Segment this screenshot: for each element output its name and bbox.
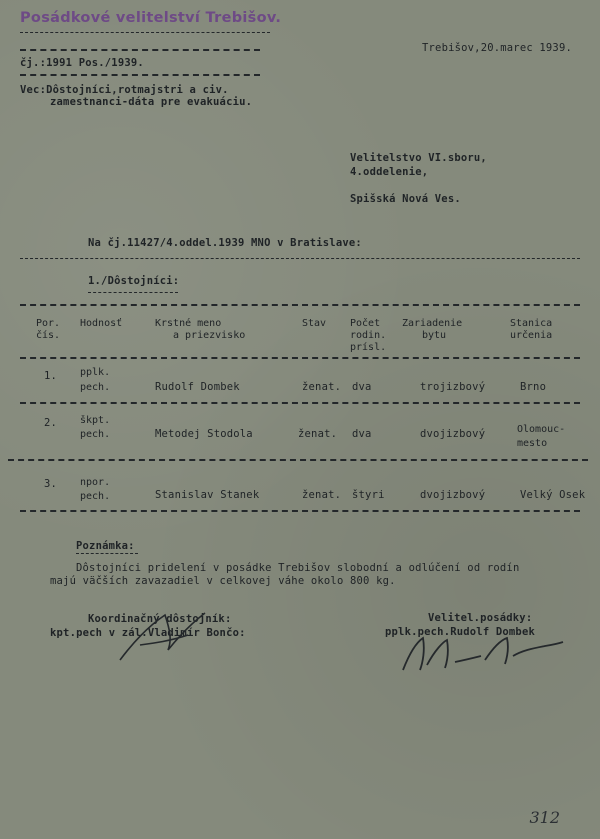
signature-left-title: Koordinačný dôstojník:: [88, 613, 232, 625]
reference-number: čj.:1991 Pos./1939.: [20, 57, 144, 69]
row-2-por: 2.: [44, 417, 58, 429]
table-bottom-rule: [20, 510, 580, 512]
header-pocet: Počet rodin. prísl.: [350, 318, 387, 353]
row-2-pocet: dva: [352, 428, 372, 440]
recipient-line-1: Velitelstvo VI.sboru,: [350, 152, 487, 164]
note-line-2: majú väčších zavazadiel v celkovej váhe okolo 800 kg.: [50, 575, 396, 587]
row-1-name: Rudolf Dombek: [155, 381, 240, 393]
signature-left-name: kpt.pech v zál.Vladimír Bončo:: [50, 627, 246, 639]
row-2-stanica: Olomouc- mesto: [517, 424, 566, 449]
row-3-por: 3.: [44, 478, 58, 490]
section-rule: [88, 292, 178, 293]
handwritten-signature-left: [110, 605, 230, 665]
recipient-line-2: 4.oddelenie,: [350, 166, 429, 178]
page-number: 312: [529, 808, 560, 827]
stamp-underline: [20, 32, 270, 33]
header-hodnost: Hodnosť: [80, 318, 123, 329]
section-title: 1./Dôstojníci:: [88, 275, 180, 287]
row-1-zariadenie: trojizbový: [420, 381, 486, 393]
row-2-stav: ženat.: [298, 428, 338, 440]
row-2-rule: [8, 459, 588, 461]
subject-line-2: zamestnanci-dáta pre evakuáciu.: [50, 96, 253, 108]
header-stav: Stav: [302, 318, 327, 329]
row-2-hodnost: škpt. pech.: [80, 415, 111, 440]
row-3-zariadenie: dvojizbový: [420, 489, 486, 501]
row-1-stanica: Brno: [520, 381, 547, 393]
row-3-name: Stanislav Stanek: [155, 489, 260, 501]
row-3-stanica: Velký Osek: [520, 489, 586, 501]
header-rule-1: [20, 49, 260, 51]
handwritten-signature-right: [395, 630, 570, 680]
header-rule-2: [20, 74, 260, 76]
row-3-pocet: štyri: [352, 489, 385, 501]
signature-right-title: Velitel.posádky:: [428, 612, 533, 624]
recipient-line-3: Spišská Nová Ves.: [350, 193, 461, 205]
row-3-stav: ženat.: [302, 489, 342, 501]
row-1-pocet: dva: [352, 381, 372, 393]
row-3-hodnost: npor. pech.: [80, 477, 111, 502]
letterhead-stamp: Posádkové velitelství Trebišov.: [20, 10, 282, 26]
header-stanica: Stanica určenia: [510, 318, 553, 341]
note-title: Poznámka:: [76, 540, 135, 552]
note-line-1: Dôstojníci pridelení v posádke Trebišov slobodní a odlúčení od rodín: [76, 562, 520, 574]
subject-line-1: Vec:Dôstojníci,rotmajstri a civ.: [20, 84, 229, 96]
header-name: Krstné meno a priezvisko: [155, 318, 246, 341]
row-1-stav: ženat.: [302, 381, 342, 393]
reference-rule: [20, 258, 580, 259]
row-2-zariadenie: dvojizbový: [420, 428, 486, 440]
table-header-rule: [20, 357, 580, 359]
row-1-hodnost: pplk. pech.: [80, 367, 111, 393]
header-por: Por. čís.: [36, 318, 61, 341]
table-top-rule: [20, 304, 580, 306]
row-1-por: 1.: [44, 370, 58, 382]
row-1-rule: [20, 402, 580, 404]
reference-line: Na čj.11427/4.oddel.1939 MNO v Bratislave:: [88, 237, 362, 249]
row-2-name: Metodej Stodola: [155, 428, 253, 440]
note-title-rule: [76, 553, 138, 554]
header-zariadenie: Zariadenie bytu: [402, 318, 463, 341]
place-date: Trebišov,20.marec 1939.: [422, 42, 572, 54]
signature-right-name: pplk.pech.Rudolf Dombek: [385, 626, 535, 638]
